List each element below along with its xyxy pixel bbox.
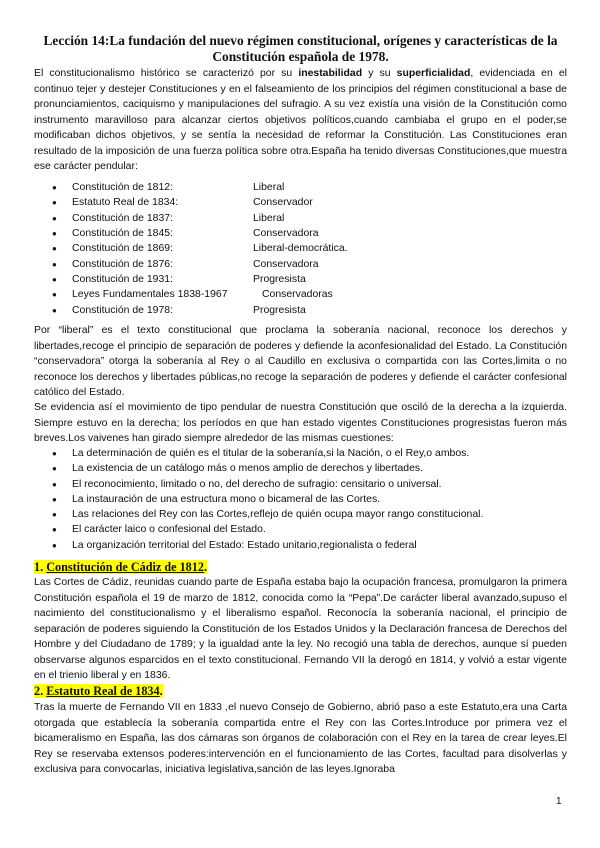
list-item: ● Las relaciones del Rey con las Cortes,reflejo de quién ocupa mayor rango constitucional. bbox=[34, 507, 567, 522]
list-item: ● Constitución de 1869: Liberal-democrática. bbox=[34, 241, 228, 256]
constitutions-list bbox=[34, 180, 348, 318]
pendular-paragraph: Se evidencia así el movimiento de tipo pendular de nuestra Constitución que osciló de la derecha a la izquierda. Siempre estuvo en la derecha; los períodos en que han estado vigentes Constituciones progresistas fueron más breves.Los vaivenes han girado siempre alrededor de las mismas cuestiones: bbox=[34, 402, 567, 445]
list-item: ● La organización territorial del Estado: Estado unitario,regionalista o federal bbox=[34, 538, 567, 553]
list-item: ● Constitución de 1812: Liberal bbox=[34, 180, 228, 195]
list-item: ● Constitución de 1837: Liberal bbox=[34, 211, 228, 226]
intro-paragraph: El constitucionalismo histórico se caracterizó por su inestabilidad y su superficialidad, evidenciada en el continuo tejer y destejer Constituciones y en el falseamiento de los principios del régimen constitucional a base de pronunciamientos, caciquismo y manipulaciones del sufragio. A su vez existía una visión de la Constitución como instrumento maravilloso para alcanzar ciertos objetivos políticos,cuando cambiaba el grupo en el poder,se modificaban dichos objetivos, y se sentía la necesidad de reformar la Constitución. Las Constituciones eran resultado de la imposición de una fuerza política sobre otra.España ha tenido diversas Constituciones,que muestra ese carácter pendular: bbox=[34, 68, 567, 173]
list-item: ● Leyes Fundamentales 1838-1967 Conservadoras bbox=[34, 287, 228, 302]
list-item: ● Constitución de 1876: Conservadora bbox=[34, 257, 228, 272]
list-item: ● Constitución de 1931: Progresista bbox=[34, 272, 228, 287]
list-item: ● El carácter laico o confesional del Estado. bbox=[34, 522, 567, 537]
list-item: ● Constitución de 1978: Progresista bbox=[34, 303, 228, 318]
lesson-title: Lección 14:La fundación del nuevo régimen constitucional, orígenes y características de la Constitución española de 1978. bbox=[43, 33, 558, 64]
page-number: 1 bbox=[556, 796, 562, 807]
issues-list bbox=[34, 446, 567, 553]
list-item: ● Constitución de 1845: Conservadora bbox=[34, 226, 228, 241]
list-item: ● El reconocimiento, limitado o no, del derecho de sufragio: censitario o universal. bbox=[34, 477, 567, 492]
liberal-definition-paragraph: Por “liberal” es el texto constitucional que proclama la soberanía nacional, reconoce los derechos y libertades,recoge el principio de separación de poderes y defiende la aconfesionalidad del Estado. La Constitución “conservadora” otorga la soberanía al Rey o al Caudillo en exclusiva o compartida con las Cortes,limita o no reconoce los derechos y libertades públicas,no recoge la separación de poderes y defiende el carácter confesional católico del Estado. bbox=[34, 325, 567, 399]
section-heading-estatuto: 2. Estatuto Real de 1834. bbox=[34, 684, 163, 698]
list-item: ● La existencia de un catálogo más o menos amplio de derechos y libertades. bbox=[34, 461, 567, 476]
list-item: ● La instauración de una estructura mono o bicameral de las Cortes. bbox=[34, 492, 567, 507]
section-body-cadiz: Las Cortes de Cádiz, reunidas cuando parte de España estaba bajo la ocupación francesa, promulgaron la primera Constitución española el 19 de marzo de 1812, conocida como la “Pepa”.De carácter liberal avanzado,supuso el nacimiento del constitucionalismo y el liberalismo español. Reconocía la soberanía nacional, el principio de separación de poderes siguiendo la Constitución de los Estados Unidos y la Declaración francesa de Derechos del Hombre y del Ciudadano de 1789; y la igualdad ante la ley. No recogió una tabla de derechos, aunque sí pueden observarse algunos esparcidos en el texto constitucional. Fernando VII la derogó en 1814, y volvió a estar vigente en el trienio liberal y en 1836. bbox=[34, 577, 567, 682]
section-body-estatuto: Tras la muerte de Fernando VII en 1833 ,el nuevo Consejo de Gobierno, abrió paso a este Estatuto,era una Carta otorgada que establecía la soberanía compartida entre el Rey con las Cortes.Introduce por primera vez el bicameralismo en España, las dos cámaras son órganos de colaboración con el Rey en la tarea de crear leyes.El Rey se reservaba extensos poderes:intervención en el funcionamiento de las Cortes, facultad para disolverlas y exclusiva para convocarlas, iniciativa legislativa,sanción de las leyes.Ignoraba bbox=[34, 702, 567, 776]
list-item: ● Estatuto Real de 1834: Conservador bbox=[34, 195, 228, 210]
bold-superficialidad: superficialidad bbox=[396, 68, 471, 79]
section-heading-cadiz: 1. Constitución de Cádiz de 1812. bbox=[34, 560, 208, 574]
list-item: ● La determinación de quién es el titular de la soberanía,si la Nación, o el Rey,o ambos. bbox=[34, 446, 567, 461]
bold-inestabilidad: inestabilidad bbox=[298, 68, 363, 79]
